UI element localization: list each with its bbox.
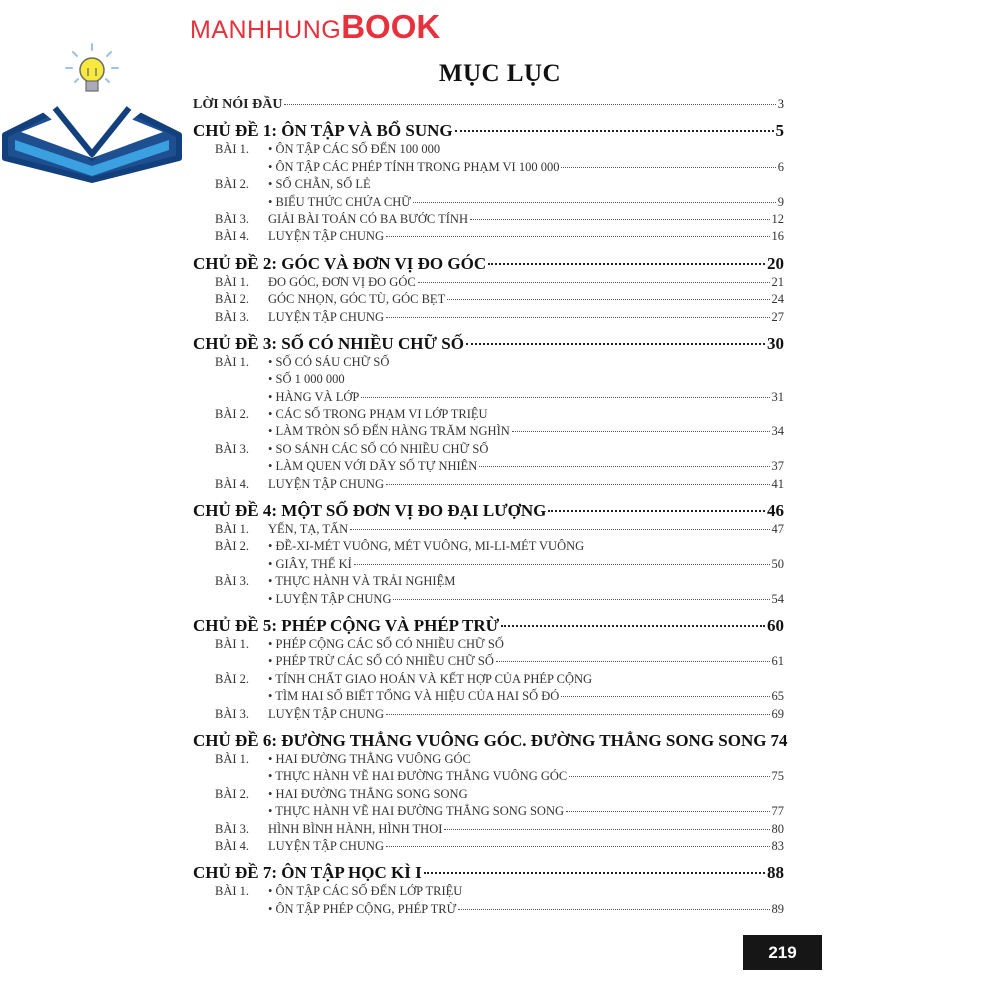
toc-entry xyxy=(193,521,784,538)
section-page: 20 xyxy=(767,253,784,273)
section-page: 60 xyxy=(767,615,784,635)
lesson-title: • CÁC SỐ TRONG PHẠM VI LỚP TRIỆU xyxy=(268,407,488,422)
toc-entry xyxy=(193,688,784,705)
lesson-title: ĐO GÓC, ĐƠN VỊ ĐO GÓC xyxy=(268,274,416,289)
lesson-title: • ÔN TẬP CÁC SỐ ĐẾN 100 000 xyxy=(268,142,441,157)
lesson-label: BÀI 2. xyxy=(215,407,250,422)
lesson-label: BÀI 1. xyxy=(215,751,250,766)
lesson-title: • ÔN TẬP CÁC SỐ ĐẾN LỚP TRIỆU xyxy=(268,884,463,899)
lesson-title: • SỐ CÓ SÁU CHỮ SỐ xyxy=(268,354,390,369)
toc-entry xyxy=(193,786,784,803)
toc-entry xyxy=(193,194,784,211)
toc-entry xyxy=(193,803,784,820)
lesson-title: • HAI ĐƯỜNG THẲNG VUÔNG GÓC xyxy=(268,751,471,766)
lesson-page: 77 xyxy=(771,804,784,819)
section-page: 74 xyxy=(770,730,788,750)
lesson-title: LUYỆN TẬP CHUNG xyxy=(268,706,384,721)
dot-leader xyxy=(284,104,775,105)
lesson-title: GIẢI BÀI TOÁN CÓ BA BƯỚC TÍNH xyxy=(268,211,468,226)
dot-leader xyxy=(424,872,765,874)
dot-leader xyxy=(548,510,765,512)
lesson-page: 69 xyxy=(771,706,784,721)
dot-leader xyxy=(470,219,770,220)
lesson-label: BÀI 2. xyxy=(215,539,250,554)
lesson-page: 34 xyxy=(771,424,784,439)
lesson-title: • THỰC HÀNH VÀ TRẢI NGHIỆM xyxy=(268,574,456,589)
toc-entry xyxy=(193,441,784,458)
toc-entry xyxy=(193,653,784,670)
dot-leader xyxy=(393,599,769,600)
section-title: CHỦ ĐỀ 1: ÔN TẬP VÀ BỔ SUNG xyxy=(193,121,453,141)
toc-entry xyxy=(193,883,784,900)
lesson-label: BÀI 1. xyxy=(215,142,250,157)
toc-entry xyxy=(193,706,784,723)
dot-leader xyxy=(386,317,770,318)
lesson-title: LUYỆN TẬP CHUNG xyxy=(268,476,384,491)
lesson-page: 89 xyxy=(771,901,784,916)
section-heading xyxy=(193,501,784,521)
dot-leader xyxy=(458,909,769,910)
dot-leader xyxy=(488,263,765,265)
lesson-label: BÀI 1. xyxy=(215,354,250,369)
lesson-title: • SỐ 1 000 000 xyxy=(268,372,345,387)
toc-entry xyxy=(193,636,784,653)
dot-leader xyxy=(386,714,770,715)
brand-name xyxy=(190,10,440,43)
lesson-page: 65 xyxy=(771,689,784,704)
lesson-label: BÀI 4. xyxy=(215,476,250,491)
dot-leader xyxy=(569,776,769,777)
lesson-title: • LÀM TRÒN SỐ ĐẾN HÀNG TRĂM NGHÌN xyxy=(268,424,510,439)
lesson-label: BÀI 1. xyxy=(215,636,250,651)
toc-entry xyxy=(193,354,784,371)
dot-leader xyxy=(361,397,769,398)
lesson-title: • THỰC HÀNH VẼ HAI ĐƯỜNG THẲNG VUÔNG GÓC xyxy=(268,769,568,784)
brand-name-part: MANHHUNG xyxy=(190,16,342,44)
section-heading xyxy=(193,616,784,636)
toc-entry xyxy=(193,141,784,158)
section-title: CHỦ ĐỀ 6: ĐƯỜNG THẲNG VUÔNG GÓC. ĐƯỜNG THẲNG SONG SONG xyxy=(193,730,767,750)
lesson-page: 31 xyxy=(771,389,784,404)
lesson-label: BÀI 3. xyxy=(215,706,250,721)
lesson-title: • HAI ĐƯỜNG THẲNG SONG SONG xyxy=(268,786,468,801)
lesson-title: • BIỂU THỨC CHỨA CHỮ xyxy=(268,194,411,209)
lesson-page: 37 xyxy=(771,459,784,474)
page-number: 219 xyxy=(743,935,822,970)
toc-entry xyxy=(193,423,784,440)
section-page: 5 xyxy=(775,121,784,141)
toc-entry xyxy=(193,538,784,555)
section-heading xyxy=(193,121,784,141)
lesson-title: • LÀM QUEN VỚI DÃY SỐ TỰ NHIÊN xyxy=(268,459,478,474)
section-page: 88 xyxy=(767,863,784,883)
page-title: MỤC LỤC xyxy=(438,60,562,87)
lesson-label: BÀI 2. xyxy=(215,177,250,192)
dot-leader xyxy=(496,661,770,662)
lesson-title: • LUYỆN TẬP CHUNG xyxy=(268,591,392,606)
section-page: 30 xyxy=(767,333,784,353)
dot-leader xyxy=(466,343,765,345)
intro-title: LỜI NÓI ĐẦU xyxy=(193,97,283,112)
lesson-page: 83 xyxy=(771,838,784,853)
lesson-label: BÀI 3. xyxy=(215,574,250,589)
toc-entry xyxy=(193,821,784,838)
toc-entry xyxy=(193,901,784,918)
lesson-label: BÀI 2. xyxy=(215,671,250,686)
lesson-page: 9 xyxy=(777,194,784,209)
lesson-label: BÀI 1. xyxy=(215,274,250,289)
toc-entry xyxy=(193,573,784,590)
toc-entry xyxy=(193,768,784,785)
lesson-title: • ĐỀ-XI-MÉT VUÔNG, MÉT VUÔNG, MI-LI-MÉT VUÔNG xyxy=(268,539,585,554)
dot-leader xyxy=(444,829,769,830)
toc-entry xyxy=(193,591,784,608)
toc-entry xyxy=(193,476,784,493)
dot-leader xyxy=(566,811,769,812)
dot-leader xyxy=(413,202,776,203)
lesson-title: • GIÂY, THẾ KỈ xyxy=(268,556,352,571)
lesson-title: • TÌM HAI SỐ BIẾT TỔNG VÀ HIỆU CỦA HAI SỐ ĐÓ xyxy=(268,689,560,704)
lesson-title: YẾN, TẠ, TẤN xyxy=(268,522,349,537)
lesson-label: BÀI 4. xyxy=(215,229,250,244)
lesson-label: BÀI 3. xyxy=(215,211,250,226)
toc-entry xyxy=(193,291,784,308)
lesson-title: LUYỆN TẬP CHUNG xyxy=(268,229,384,244)
lesson-page: 47 xyxy=(771,522,784,537)
lesson-label: BÀI 1. xyxy=(215,522,250,537)
lesson-label: BÀI 2. xyxy=(215,786,250,801)
lesson-label: BÀI 2. xyxy=(215,292,250,307)
section-heading xyxy=(193,863,784,883)
toc-entry xyxy=(193,228,784,245)
toc-entry xyxy=(193,309,784,326)
section-title: CHỦ ĐỀ 5: PHÉP CỘNG VÀ PHÉP TRỪ xyxy=(193,615,500,635)
lesson-label: BÀI 1. xyxy=(215,884,250,899)
lesson-title: • HÀNG VÀ LỚP xyxy=(268,389,360,404)
lesson-title: • THỰC HÀNH VẼ HAI ĐƯỜNG THẲNG SONG SONG xyxy=(268,804,565,819)
lesson-title: • SỐ CHẴN, SỐ LẺ xyxy=(268,177,371,192)
section-heading xyxy=(193,254,784,274)
dot-leader xyxy=(350,529,769,530)
dot-leader xyxy=(447,299,769,300)
lesson-page: 16 xyxy=(771,229,784,244)
dot-leader xyxy=(561,167,775,168)
section-page: 46 xyxy=(767,501,784,521)
section-title: CHỦ ĐỀ 4: MỘT SỐ ĐƠN VỊ ĐO ĐẠI LƯỢNG xyxy=(193,501,547,521)
dot-leader xyxy=(418,282,770,283)
toc-entry xyxy=(193,159,784,176)
lesson-page: 12 xyxy=(771,211,784,226)
lesson-title: • ÔN TẬP PHÉP CỘNG, PHÉP TRỪ xyxy=(268,901,457,916)
lesson-page: 61 xyxy=(771,654,784,669)
lesson-title: • ÔN TẬP CÁC PHÉP TÍNH TRONG PHẠM VI 100 000 xyxy=(268,159,560,174)
lesson-page: 41 xyxy=(771,476,784,491)
toc-entry xyxy=(193,458,784,475)
lesson-title: • PHÉP TRỪ CÁC SỐ CÓ NHIỀU CHỮ SỐ xyxy=(268,654,494,669)
lesson-label: BÀI 3. xyxy=(215,821,250,836)
dot-leader xyxy=(501,625,765,627)
section-title: CHỦ ĐỀ 2: GÓC VÀ ĐƠN VỊ ĐO GÓC xyxy=(193,253,487,273)
lesson-page: 75 xyxy=(771,769,784,784)
lesson-page: 27 xyxy=(771,309,784,324)
lesson-title: GÓC NHỌN, GÓC TÙ, GÓC BẸT xyxy=(268,292,446,307)
lesson-page: 24 xyxy=(771,292,784,307)
table-of-contents xyxy=(193,96,788,918)
section-heading xyxy=(193,334,784,354)
lesson-title: HÌNH BÌNH HÀNH, HÌNH THOI xyxy=(268,821,443,836)
dot-leader xyxy=(386,846,770,847)
lesson-title: LUYỆN TẬP CHUNG xyxy=(268,309,384,324)
toc-entry xyxy=(193,211,784,228)
lesson-label: BÀI 3. xyxy=(215,441,250,456)
dot-leader xyxy=(512,431,770,432)
toc-entry xyxy=(193,751,784,768)
dot-leader xyxy=(386,484,770,485)
dot-leader xyxy=(479,466,769,467)
intro-page: 3 xyxy=(777,97,784,111)
toc-entry xyxy=(193,556,784,573)
lesson-page: 6 xyxy=(777,159,784,174)
section-title: CHỦ ĐỀ 7: ÔN TẬP HỌC KÌ I xyxy=(193,863,422,883)
toc-entry xyxy=(193,274,784,291)
toc-entry xyxy=(193,389,784,406)
lesson-title: LUYỆN TẬP CHUNG xyxy=(268,838,384,853)
lesson-page: 50 xyxy=(771,556,784,571)
brand-name-bold: BOOK xyxy=(341,8,441,45)
toc-entry xyxy=(193,176,784,193)
toc-entry xyxy=(193,838,784,855)
lesson-page: 54 xyxy=(771,591,784,606)
toc-intro-row xyxy=(193,96,784,113)
dot-leader xyxy=(386,236,770,237)
lesson-title: • SO SÁNH CÁC SỐ CÓ NHIỀU CHỮ SỐ xyxy=(268,441,489,456)
toc-entry xyxy=(193,406,784,423)
dot-leader xyxy=(354,564,770,565)
section-title: CHỦ ĐỀ 3: SỐ CÓ NHIỀU CHỮ SỐ xyxy=(193,333,464,353)
section-heading xyxy=(193,730,788,751)
toc-entry xyxy=(193,671,784,688)
dot-leader xyxy=(561,696,769,697)
toc-entry xyxy=(193,371,784,388)
lesson-title: • TÍNH CHẤT GIAO HOÁN VÀ KẾT HỢP CỦA PHÉP CỘNG xyxy=(268,671,593,686)
book-bulb-logo-icon xyxy=(0,40,185,188)
lesson-title: • PHÉP CỘNG CÁC SỐ CÓ NHIỀU CHỮ SỐ xyxy=(268,636,504,651)
lesson-page: 21 xyxy=(771,274,784,289)
lesson-page: 80 xyxy=(771,821,784,836)
lesson-label: BÀI 3. xyxy=(215,309,250,324)
dot-leader xyxy=(455,130,774,132)
lesson-label: BÀI 4. xyxy=(215,838,250,853)
